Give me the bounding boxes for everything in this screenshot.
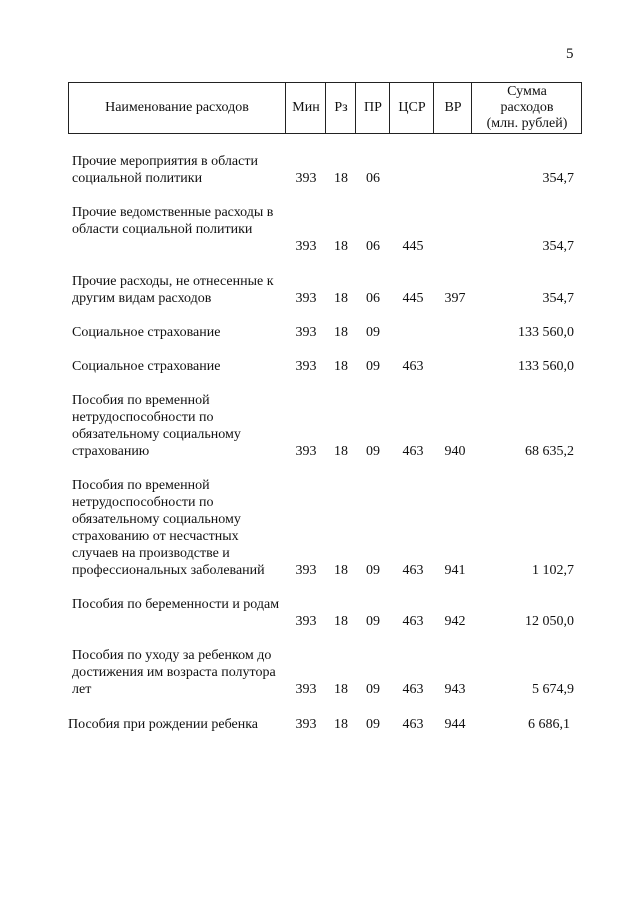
row-min: 393 (295, 239, 317, 254)
table-header (68, 82, 582, 134)
col-header-sum (471, 83, 582, 133)
row-sum: 6 686,1 (528, 717, 570, 732)
col-header-sum-line2: расходов (500, 100, 554, 115)
col-header-sum-line1: Сумма (507, 84, 547, 99)
row-min: 393 (295, 171, 317, 186)
row-pr: 09 (366, 614, 380, 629)
row-name: Прочие расходы, не отнесенные к другим видам расходов (72, 274, 274, 306)
row-sum: 5 674,9 (532, 682, 574, 697)
row-sum: 68 635,2 (525, 444, 574, 459)
row-min: 393 (295, 359, 317, 374)
row-min: 393 (295, 444, 317, 459)
row-min: 393 (295, 563, 317, 578)
row-name: Социальное страхование (72, 359, 221, 374)
row-rz: 18 (334, 444, 348, 459)
row-pr: 09 (366, 717, 380, 732)
row-min: 393 (295, 325, 317, 340)
table-row (72, 273, 582, 307)
table-row (72, 324, 582, 341)
table-row (72, 204, 582, 255)
row-min: 393 (295, 614, 317, 629)
row-vr: 942 (444, 614, 466, 629)
row-min: 393 (295, 717, 317, 732)
row-pr: 09 (366, 444, 380, 459)
row-rz: 18 (334, 563, 348, 578)
table-row (72, 477, 582, 579)
col-header-pr: ПР (355, 83, 390, 133)
row-name: Социальное страхование (72, 325, 221, 340)
row-name: Пособия по временной нетрудоспособности по обязательному социальному страхованию (72, 393, 241, 459)
row-pr: 09 (366, 563, 380, 578)
row-sum: 354,7 (542, 291, 574, 306)
row-name: Прочие ведомственные расходы в области социальной политики (72, 205, 274, 237)
row-sum: 1 102,7 (532, 563, 574, 578)
row-vr: 943 (444, 682, 466, 697)
row-name: Пособия по беременности и родам (72, 597, 280, 612)
row-min: 393 (295, 682, 317, 697)
table-row (72, 358, 582, 375)
row-sum: 354,7 (542, 171, 574, 186)
row-sum: 354,7 (542, 239, 574, 254)
row-pr: 09 (366, 682, 380, 697)
row-csr: 445 (402, 239, 424, 254)
row-sum: 133 560,0 (518, 359, 574, 374)
row-pr: 06 (366, 291, 380, 306)
row-csr: 445 (402, 291, 424, 306)
row-csr: 463 (402, 717, 424, 732)
row-csr: 463 (402, 444, 424, 459)
col-header-name: Наименование расходов (105, 100, 249, 115)
col-header-min: Мин (285, 83, 326, 133)
row-vr: 940 (444, 444, 466, 459)
row-csr: 463 (402, 614, 424, 629)
table-row (72, 392, 582, 460)
row-rz: 18 (334, 359, 348, 374)
row-name: Пособия по уходу за ребенком до достижения им возраста полутора лет (72, 648, 276, 697)
row-csr: 463 (402, 359, 424, 374)
col-header-sum-line3: (млн. рублей) (486, 116, 568, 131)
row-rz: 18 (334, 291, 348, 306)
page-number: 5 (566, 46, 574, 62)
row-rz: 18 (334, 171, 348, 186)
table-row (68, 716, 578, 733)
row-vr: 941 (444, 563, 466, 578)
row-vr: 944 (444, 717, 466, 732)
col-header-rz: Рз (325, 83, 356, 133)
row-rz: 18 (334, 325, 348, 340)
row-name: Пособия при рождении ребенка (68, 717, 259, 732)
row-rz: 18 (334, 717, 348, 732)
row-csr: 463 (402, 563, 424, 578)
col-header-vr: ВР (433, 83, 472, 133)
row-pr: 06 (366, 171, 380, 186)
table-row (72, 647, 582, 698)
row-vr: 397 (444, 291, 466, 306)
row-pr: 09 (366, 325, 380, 340)
row-sum: 133 560,0 (518, 325, 574, 340)
table-row (72, 153, 582, 187)
row-pr: 06 (366, 239, 380, 254)
row-rz: 18 (334, 682, 348, 697)
col-header-csr: ЦСР (389, 83, 434, 133)
row-rz: 18 (334, 614, 348, 629)
row-name: Прочие мероприятия в области социальной политики (72, 154, 258, 186)
row-csr: 463 (402, 682, 424, 697)
row-sum: 12 050,0 (525, 614, 574, 629)
row-pr: 09 (366, 359, 380, 374)
row-name: Пособия по временной нетрудоспособности по обязательному социальному страхованию от несчастных случаев на производстве и профессиональных заболеваний (72, 478, 265, 578)
table-row (72, 596, 582, 630)
row-rz: 18 (334, 239, 348, 254)
row-min: 393 (295, 291, 317, 306)
